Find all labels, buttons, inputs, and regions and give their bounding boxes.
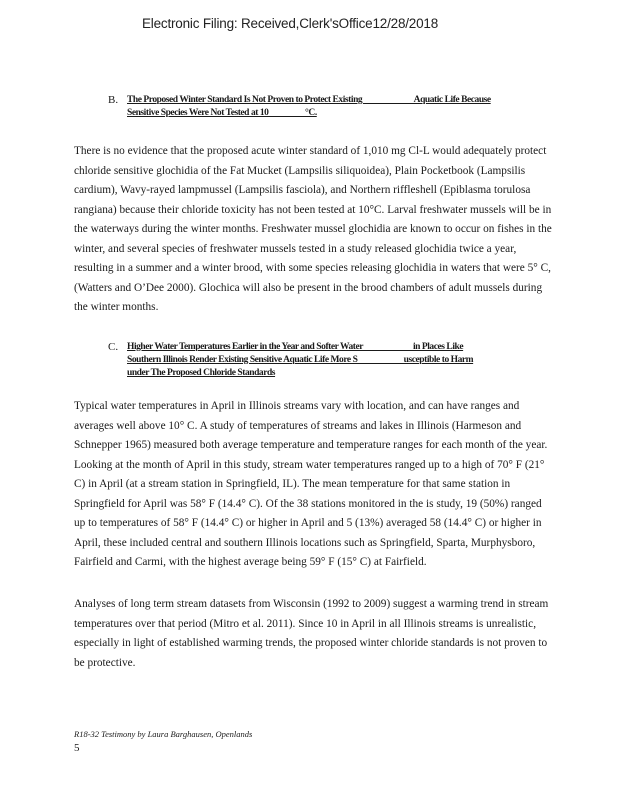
paragraph-text: Analyses of long term stream datasets from Wisconsin (1992 to 2009) suggest a warming trend in stream temperatures over that period (Mitro et al. 2011). Since 10 in April in all Illinois streams is unrealistic, especially in light of established warming trends, the proposed winter chloride standards is not proven to be protective.	[74, 598, 549, 669]
section-c-line-3: under The Proposed Chloride Standards	[127, 368, 276, 378]
paragraph-warming-trend	[74, 595, 554, 673]
footer-caption: R18-32 Testimony by Laura Barghausen, Openlands	[74, 729, 253, 739]
section-b-letter: B.	[108, 94, 119, 106]
paragraph-winter-standard	[74, 142, 554, 318]
filing-stamp: Electronic Filing: Received,Clerk'sOffice12/28/2018	[142, 16, 439, 31]
section-c-line-2: Southern Illinois Render Existing Sensitive Aquatic Life More S usceptible to Harm	[127, 355, 474, 365]
section-b-line-1: The Proposed Winter Standard Is Not Proven to Protect Existing Aquatic Life Because	[127, 95, 491, 105]
paragraph-text: There is no evidence that the proposed acute winter standard of 1,010 mg Cl-L would adequately protect chloride sensitive glochidia of the Fat Mucket (Lampsilis siliquoidea), Plain Pocketbook (Lampsilis cardium), Wavy-rayed lampmussel (Lampsilis fasciola), and Northern riffleshell (Epiblasma torulosa rangiana) because their chloride toxicity has not been tested at 10°C. Larval freshwater mussels will be in the waterways during the winter months. Freshwater mussel glochidia are known to occur on fishes in the winter, and several species of freshwater mussels tested in a study released glochidia twice a year, resulting in a summer and a winter brood, with some species releasing glochidia in waters that were 5° C, (Watters and O’Dee 2000). Glochica will also be present in the brood chambers of adult mussels during the winter months.	[74, 145, 552, 313]
section-b-line-2: Sensitive Species Were Not Tested at 10 °C.	[127, 108, 317, 118]
page-number: 5	[74, 742, 80, 754]
section-c-letter: C.	[108, 341, 119, 353]
paragraph-water-temperatures	[74, 397, 554, 573]
section-c-line-1: Higher Water Temperatures Earlier in the Year and Softer Water in Places Like	[127, 342, 464, 352]
paragraph-text: Typical water temperatures in April in Illinois streams vary with location, and can have ranges and averages well above 10° C. A study of temperatures of streams and lakes in Illinois (Harmeson and Schnepper 1965) measured both average temperature and temperature ranges for each month of the year. Looking at the month of April in this study, stream water temperatures ranged up to a high of 70° F (21° C) in April (at a stream station in Springfield, IL). The mean temperature for that same station in Springfield for April was 58° F (14.4° C). Of the 38 stations monitored in the is study, 19 (50%) ranged up to temperatures of 58° F (14.4° C) or higher in April and 5 (13%) averaged 58 (14.4° C) or higher in April, these included central and southern Illinois locations such as Springfield, Sparta, Murphysboro, Fairfield and Carmi, with the highest average being 59° F (15° C) at Fairfield.	[74, 400, 548, 568]
